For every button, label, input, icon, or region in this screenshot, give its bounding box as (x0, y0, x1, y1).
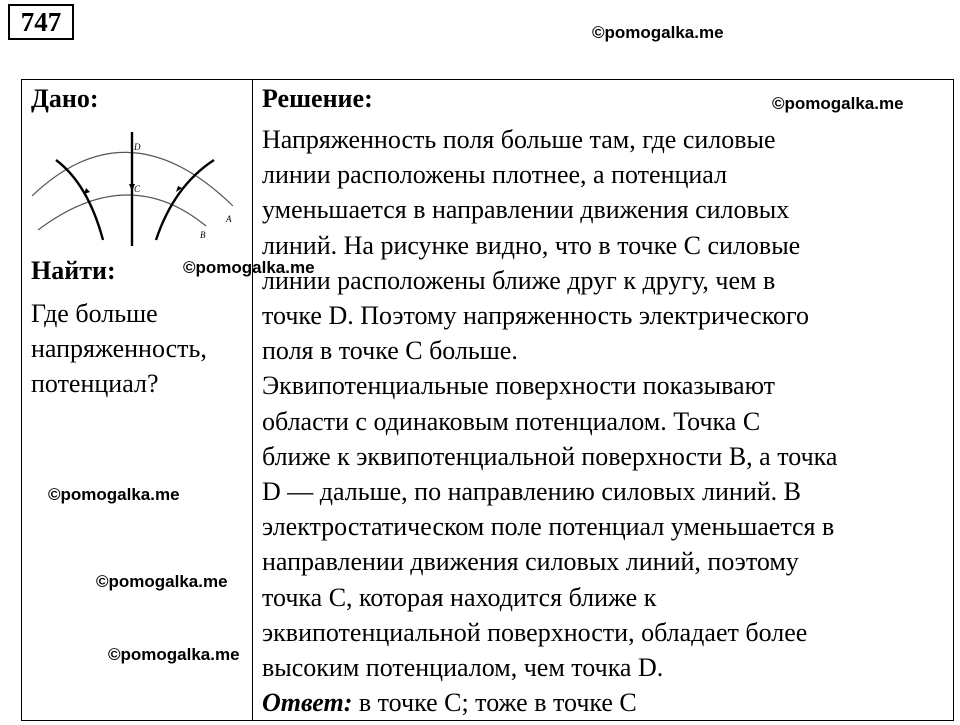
find-question (31, 296, 246, 401)
label-d: D (134, 142, 141, 152)
solution-line: Напряженность поля больше там, где силовые (262, 125, 776, 154)
solution-line: D — дальше, по направлению силовых линий. В (262, 477, 801, 507)
watermark-find: ©pomogalka.me (183, 258, 315, 277)
solution-line: электростатическом поле потенциал уменьшается в (262, 512, 835, 542)
label-b: B (200, 230, 206, 240)
watermark-left-3: ©pomogalka.me (108, 645, 240, 664)
find-line: потенциал? (31, 369, 159, 398)
solution-heading: Решение: (262, 84, 373, 113)
solution-line: Эквипотенциальные поверхности показывают (262, 371, 776, 401)
solution-text (262, 122, 952, 720)
watermark-solution: ©pomogalka.me (772, 94, 904, 113)
label-a: A (226, 214, 232, 224)
column-divider (252, 79, 253, 721)
watermark-left-2: ©pomogalka.me (96, 572, 228, 591)
find-line: напряженность, (31, 334, 207, 363)
problem-number: 747 (8, 4, 74, 40)
solution-line: ближе к эквипотенциальной поверхности B, а точка (262, 441, 838, 471)
answer-line (262, 685, 952, 720)
watermark-left-1: ©pomogalka.me (48, 485, 180, 504)
given-heading: Дано: (31, 84, 99, 113)
answer-label: Ответ: (262, 688, 353, 718)
solution-line: точка C, которая находится ближе к (262, 582, 657, 612)
field-line-right (156, 160, 214, 240)
solution-line: направлении движения силовых линий, поэтому (262, 547, 799, 577)
field-lines-diagram (28, 122, 240, 246)
solution-line: линий. На рисунке видно, что в точке C силовые (262, 230, 801, 260)
solution-line: линии расположены ближе друг к другу, чем в (262, 265, 776, 295)
label-c: C (134, 184, 141, 194)
find-line: Где больше (31, 299, 158, 328)
solution-line: линии расположены плотнее, а потенциал (262, 160, 728, 190)
solution-line: эквипотенциальной поверхности, обладает более (262, 617, 808, 647)
watermark-top: ©pomogalka.me (592, 23, 724, 42)
solution-line: уменьшается в направлении движения силовых (262, 195, 790, 225)
solution-line: поля в точке C больше. (262, 336, 518, 366)
arrow-left (84, 188, 90, 194)
equipotential-arc-inner (38, 195, 206, 230)
solution-line: высоким потенциалом, чем точка D. (262, 653, 664, 683)
solution-line: точке D. Поэтому напряженность электрического (262, 301, 810, 331)
find-heading: Найти: (31, 256, 116, 285)
answer-text: в точке C; тоже в точке C (352, 688, 637, 718)
solution-line: области с одинаковым потенциалом. Точка C (262, 406, 761, 436)
